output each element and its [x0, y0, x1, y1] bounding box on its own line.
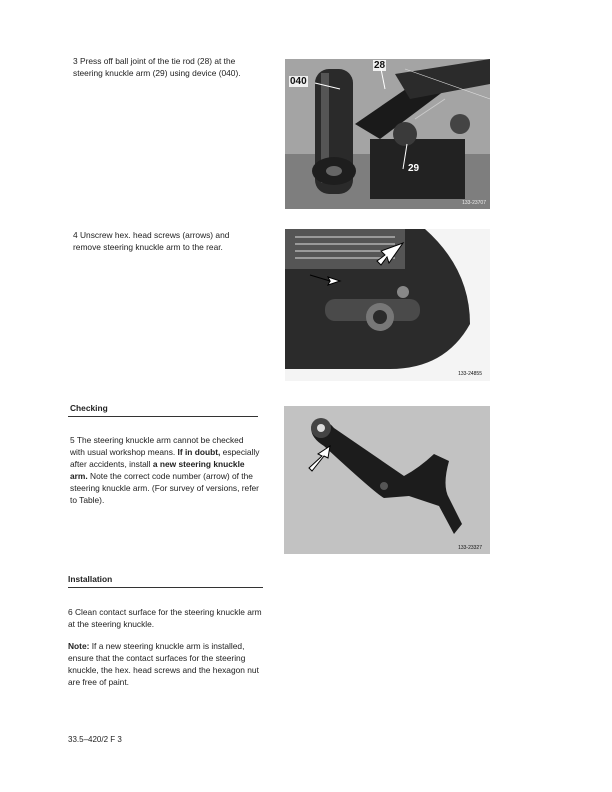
figure-knuckle-arm: [284, 406, 490, 554]
figure-code: 133-23327: [458, 545, 482, 551]
section-heading-checking: Checking: [70, 403, 108, 413]
figure-tie-rod-press: [285, 59, 490, 209]
step-5-instruction: [70, 434, 260, 506]
step-5-bold2: a new steering knuckle arm.: [70, 459, 245, 481]
step-5-part3: Note the correct code number (arrow) of the steering knuckle arm. (For survey of versions, refer to Table).: [70, 471, 259, 505]
note-label: Note:: [68, 641, 90, 651]
step-3-instruction: 3 Press off ball joint of the tie rod (28) at the steering knuckle arm (29) using device (040).: [73, 56, 241, 78]
section-divider: [68, 416, 258, 417]
step-4-instruction: 4 Unscrew hex. head screws (arrows) and remove steering knuckle arm to the rear.: [73, 230, 230, 252]
section-heading-installation: Installation: [68, 574, 113, 584]
note-text: If a new steering knuckle arm is installed, ensure that the contact surfaces for the steering knuckle, the hex. head screws and the hexagon nut are free of paint.: [68, 641, 259, 687]
figure-hex-screws: [285, 229, 490, 381]
label-28: 28: [374, 60, 386, 71]
figure-hex-screws-image: [285, 229, 490, 381]
label-040: 040: [290, 76, 307, 87]
step-6-instruction: 6 Clean contact surface for the steering knuckle arm at the steering knuckle.: [68, 607, 262, 629]
step-5-part1: 5 The steering knuckle arm cannot be checked with usual workshop means.: [70, 435, 244, 457]
figure-code: 133-23707: [462, 200, 486, 206]
step-5-part2: especially after accidents, install: [70, 447, 260, 469]
installation-note: [68, 640, 263, 688]
step-5-bold1: If in doubt,: [177, 447, 221, 457]
figure-tie-rod-press-image: [285, 59, 490, 209]
page-footer-code: 33.5–420/2 F 3: [68, 735, 122, 744]
figure-knuckle-arm-image: [284, 406, 490, 554]
section-divider: [68, 587, 263, 588]
label-29: 29: [408, 163, 420, 174]
figure-code: 133-24855: [458, 371, 482, 377]
